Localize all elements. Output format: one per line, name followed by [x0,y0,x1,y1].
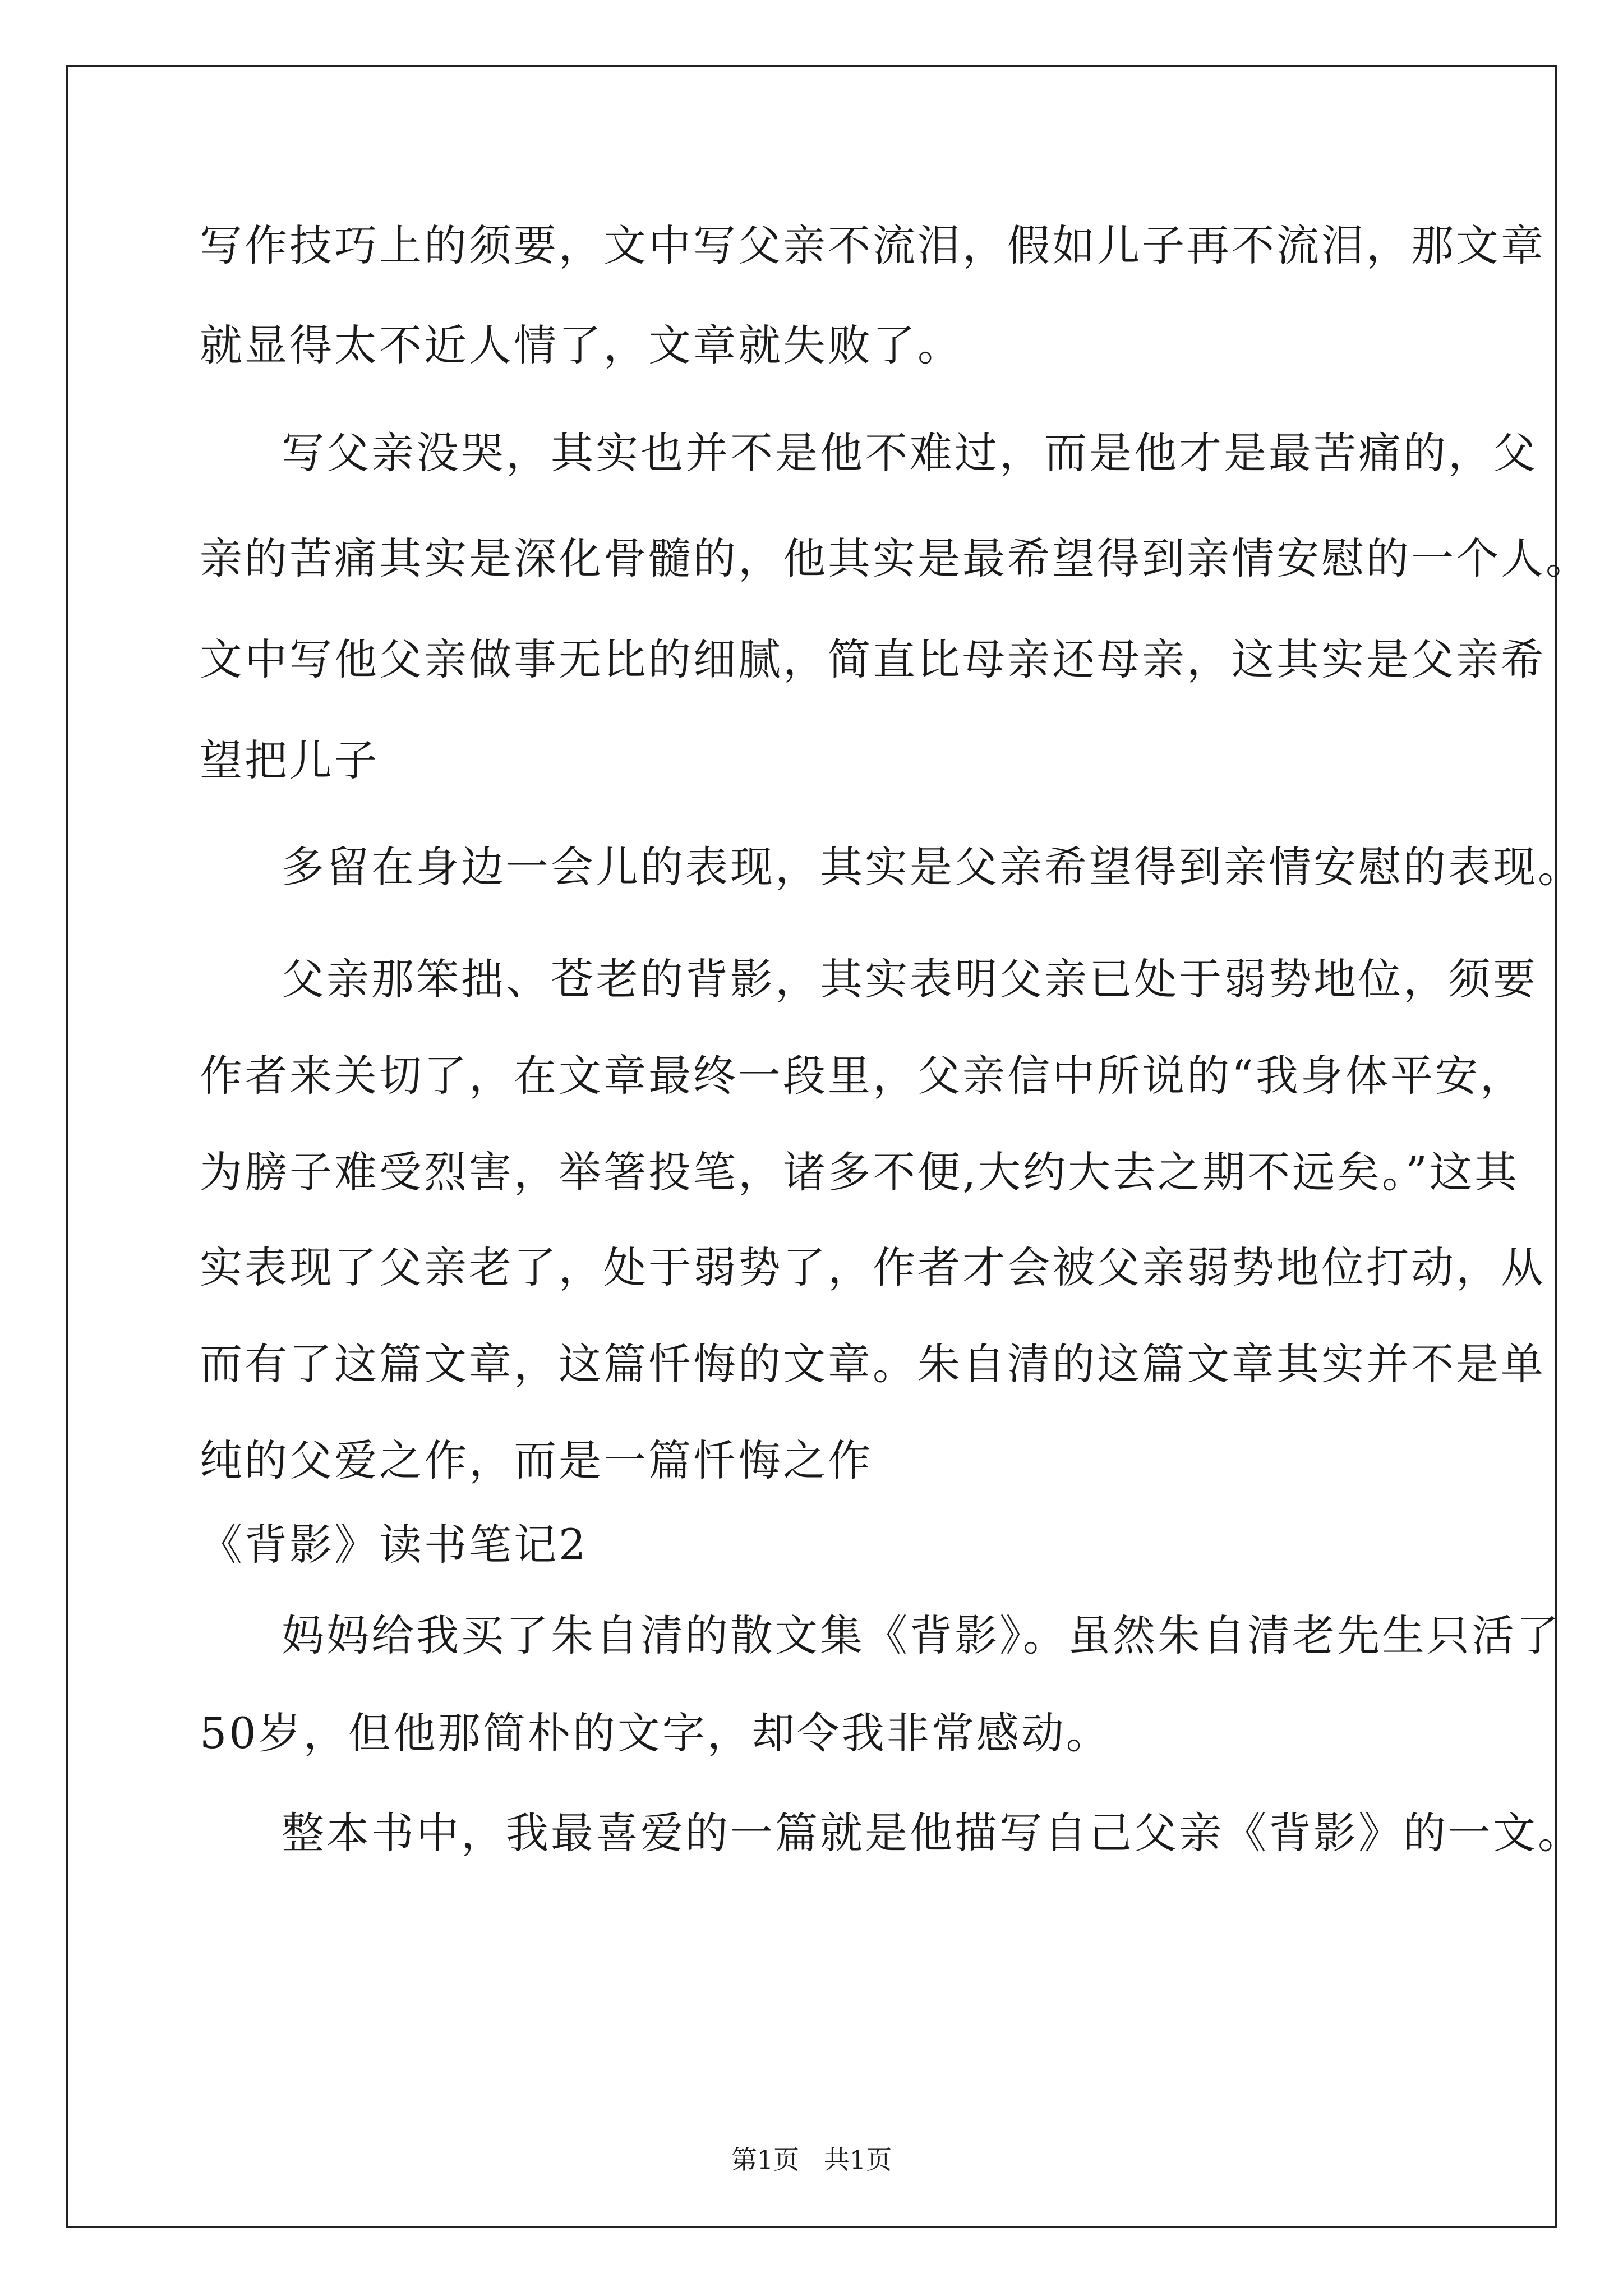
text-line: 写父亲没哭，其实也并不是他不难过，而是他才是最苦痛的，父 [282,428,1538,478]
text-line: 作者来关切了，在文章最终一段里，父亲信中所说的“我身体平安， [200,1051,1525,1101]
text-line: 而有了这篇文章，这篇忏悔的文章。朱自清的这篇文章其实并不是单 [200,1339,1546,1389]
text-line: 妈妈给我买了朱自清的散文集《背影》。虽然朱自清老先生只活了 [282,1611,1561,1660]
text-line: 文中写他父亲做事无比的细腻，简直比母亲还母亲，这其实是父亲希 [200,634,1546,684]
section-heading: 《背影》读书笔记2 [200,1520,588,1570]
text-line: 就显得太不近人情了，文章就失败了。 [200,320,962,370]
text-line: 父亲那笨拙、苍老的背影，其实表明父亲已处于弱势地位，须要 [282,954,1538,1004]
text-line: 整本书中，我最喜爱的一篇就是他描写自己父亲《背影》的一文。 [282,1808,1583,1858]
text-line: 亲的苦痛其实是深化骨髓的，他其实是最希望得到亲情安慰的一个人。 [200,533,1590,583]
text-line: 实表现了父亲老了，处于弱势了，作者才会被父亲弱势地位打动，从 [200,1243,1546,1292]
text-line: 望把儿子 [200,735,379,785]
text-line: 写作技巧上的须要，文中写父亲不流泪，假如儿子再不流泪，那文章 [200,220,1546,270]
page-footer: 第1页 共1页 [731,2145,892,2175]
text-line: 多留在身边一会儿的表现，其实是父亲希望得到亲情安慰的表现。 [282,842,1583,892]
text-line: 50岁，但他那简朴的文字，却令我非常感动。 [200,1708,1111,1758]
text-line: 为膀子难受烈害，举箸投笔，诸多不便,大约大去之期不远矣。”这其 [200,1147,1520,1197]
text-line: 纯的父爱之作，而是一篇忏悔之作 [200,1435,873,1485]
